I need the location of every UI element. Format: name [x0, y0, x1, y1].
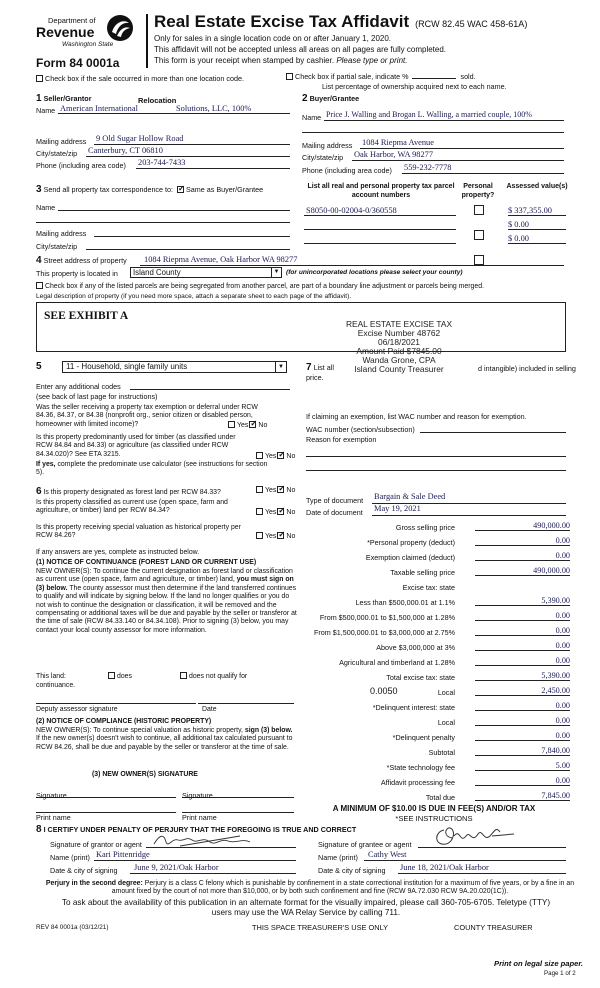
header-sub1: Only for sales in a single location code on or after January 1, 2020.	[154, 34, 392, 43]
list-all-label: List all	[313, 363, 334, 372]
buyer-city-label: City/state/zip	[302, 153, 344, 162]
seller-heading	[36, 93, 92, 104]
timber-note-text: complete the predominate use calculator (see instructions for section 5).	[36, 461, 268, 477]
deputy-date-label: Date	[202, 706, 217, 713]
street-row	[36, 255, 127, 266]
grantee-sig-label: Signature of grantee or agent	[318, 840, 412, 849]
grantor-date-line	[130, 873, 296, 874]
fee-row-label: Exemption claimed (deduct)	[365, 553, 455, 562]
fee-row-value[interactable]: 7,845.00	[475, 791, 570, 801]
doc-date-line	[372, 515, 566, 516]
buyer-city-line	[352, 160, 564, 161]
doc-date-label: Date of document	[306, 508, 363, 517]
see-back-note: (see back of last page for instructions)	[36, 392, 158, 401]
section-6-number: 6	[36, 486, 42, 497]
assessed-header: Assessed value(s)	[506, 183, 568, 190]
notice2-body	[36, 727, 298, 752]
corr-mailing-label: Mailing address	[36, 229, 87, 238]
buyer-mailing-line	[360, 148, 564, 149]
new-owner-sig-title: (3) NEW OWNER(S) SIGNATURE	[92, 771, 198, 778]
notice1-body	[36, 568, 298, 635]
timber-note-bold: If yes,	[36, 461, 56, 468]
fee-row-label: Less than $500,000.01 at 1.1%	[355, 598, 455, 607]
additional-codes-line	[130, 389, 290, 390]
fee-row-label: Subtotal	[428, 748, 455, 757]
buyer-city-value[interactable]: Oak Harbor, WA 98277	[354, 150, 434, 159]
buyer-mailing-label: Mailing address	[302, 141, 353, 150]
header-sub3-wrap	[154, 56, 407, 65]
section-3-number: 3	[36, 184, 42, 195]
no-label: No	[286, 487, 296, 494]
seller-phone-value[interactable]: 203-744-7433	[138, 158, 186, 167]
does-not-label: does not qualify for	[189, 673, 248, 680]
treasurer-stamp	[330, 320, 468, 374]
grantor-date-label: Date & city of signing	[50, 866, 118, 875]
fee-row-value[interactable]: 0.00	[475, 731, 570, 741]
partial-sale-checkbox[interactable]	[286, 73, 293, 80]
seller-mailing-line	[94, 144, 290, 145]
seller-city-label: City/state/zip	[36, 149, 78, 158]
perjury-notice	[36, 880, 584, 896]
dept-line1: Department of	[48, 16, 96, 25]
fee-row-label: Gross selling price	[395, 523, 455, 532]
section-7-tail: d intangible) included in selling	[478, 364, 576, 373]
additional-codes-label: Enter any additional codes	[36, 382, 121, 391]
parcel-personal-checkbox[interactable]	[474, 205, 484, 215]
wac-label: WAC number (section/subsection)	[306, 425, 415, 434]
fee-row-value[interactable]: 490,000.00	[475, 521, 570, 531]
forest-question	[36, 486, 256, 497]
fee-row-label: *Personal property (deduct)	[367, 538, 455, 547]
fee-row-label: Taxable selling price	[390, 568, 455, 577]
fee-row-value[interactable]: 490,000.00	[475, 566, 570, 576]
fee-row-value[interactable]: 0.00	[475, 626, 570, 636]
fee-row-value[interactable]: 0.00	[475, 656, 570, 666]
county-select-value: Island County	[133, 268, 181, 277]
fee-row-label: From $1,500,000.01 to $3,000,000 at 2.75%	[313, 628, 455, 637]
grantee-name-label: Name (print)	[318, 853, 358, 862]
forest-yes-no	[256, 486, 295, 494]
wac-line	[420, 432, 566, 433]
minimum-note: A MINIMUM OF $10.00 IS DUE IN FEE(S) AND/OR TAX	[332, 804, 536, 813]
continuance-label: continuance.	[36, 682, 76, 689]
current-use-yes-checkbox[interactable]	[256, 508, 263, 515]
header-sub2: This affidavit will not be accepted unless all areas on all pages are fully completed.	[154, 45, 447, 54]
fee-row-label: Excise tax: state	[402, 583, 455, 592]
deputy-sig-line	[36, 703, 196, 704]
fee-row-value[interactable]: 0.00	[475, 611, 570, 621]
section-4-number: 4	[36, 255, 42, 266]
notice2-b: sign (3) below.	[244, 727, 293, 734]
see-instructions: *SEE INSTRUCTIONS	[395, 814, 473, 823]
buyer-name-line2	[302, 132, 564, 133]
fee-row-label: Local	[437, 718, 455, 727]
fee-row-label: *Delinquent interest: state	[372, 703, 455, 712]
notice1-a: NEW OWNER(S): To continue the current designation as forest land or classification as current use (open space, farm and agriculture, or timber) land,	[36, 568, 293, 584]
doc-date-value[interactable]: May 19, 2021	[374, 504, 421, 513]
parcel-line	[304, 243, 456, 244]
historic-question: Is this property receiving special valuation as historical property per RCW 84.26?	[36, 524, 241, 540]
owner-sig-label-1: Signature	[36, 791, 67, 800]
grantee-date-label: Date & city of signing	[318, 866, 386, 875]
stamp-line6: Island County Treasurer	[354, 364, 444, 374]
owner-print-label-2: Print name	[182, 813, 217, 822]
forest-question-text: Is this property designated as forest land per RCW 84.33?	[43, 489, 221, 496]
local-rate: 0.0050	[370, 686, 398, 696]
grantee-date-value[interactable]: June 18, 2021/Oak Harbor	[400, 863, 489, 872]
yes-label: Yes	[265, 487, 277, 494]
seller-phone-label: Phone (including area code)	[36, 161, 126, 170]
parcel-personal-checkbox[interactable]	[474, 255, 484, 265]
buyer-mailing-value[interactable]: 1084 Riepma Avenue	[362, 138, 434, 147]
grantor-name-label: Name (print)	[50, 853, 90, 862]
no-label: No	[258, 422, 268, 429]
current-use-question: Is this property classified as current use (open space, farm and agriculture, or timber) land per RCW 84.34?	[36, 499, 228, 515]
timber-yes-checkbox[interactable]	[256, 452, 263, 459]
dor-logo	[36, 14, 136, 56]
deputy-sig-label: Deputy assessor signature	[36, 706, 118, 713]
no-label: No	[286, 509, 296, 516]
county-note: (for unincorporated locations please select your county)	[286, 269, 463, 276]
fee-row-value[interactable]: 0.00	[475, 641, 570, 651]
seller-city-value[interactable]: Canterbury, CT 06810	[88, 146, 163, 155]
doc-type-value[interactable]: Bargain & Sale Deed	[374, 492, 446, 501]
grantee-signature-icon[interactable]	[430, 822, 520, 850]
located-label: This property is located in	[36, 269, 118, 278]
form-number: Form 84 0001a	[36, 56, 120, 70]
street-line	[140, 265, 564, 266]
notice1-b: you must sign on (3) below.	[36, 576, 294, 592]
current-use-no-checkbox[interactable]	[277, 508, 284, 515]
timber-note	[36, 461, 268, 478]
corr-name-label: Name	[36, 203, 56, 212]
seller-name-label: Name	[36, 106, 56, 115]
multi-location-checkbox[interactable]	[36, 75, 43, 82]
forest-yes-checkbox[interactable]	[256, 486, 263, 493]
header-divider	[146, 14, 148, 68]
grantee-name-line	[364, 860, 566, 861]
notice2-c: If the new owner(s) doesn't wish to continue, all additional tax calculated pursuant to RCW 84.26, shall be due and payable by the seller or transferor at the time of sale.	[36, 735, 293, 751]
notice2-title: (2) NOTICE OF COMPLIANCE (HISTORIC PROPERTY)	[36, 718, 212, 725]
seller-mailing-label: Mailing address	[36, 137, 87, 146]
chevron-down-icon[interactable]: ▼	[271, 268, 281, 277]
section-1-number: 1	[36, 93, 42, 104]
rev-number: REV 84 0001a (03/12/21)	[36, 924, 109, 931]
seller-name-value[interactable]: American International	[60, 104, 138, 113]
title-block	[154, 12, 527, 32]
no-label: No	[286, 533, 296, 540]
street-value[interactable]: 1084 Riepma Avenue, Oak Harbor WA 98277	[144, 255, 298, 264]
fee-row-label: Total excise tax: state	[386, 673, 455, 682]
parcel-value[interactable]: $ 0.00	[508, 220, 566, 230]
grantor-date-value[interactable]: June 9, 2021/Oak Harbor	[134, 863, 219, 872]
grantee-date-line	[398, 873, 566, 874]
fee-row-label: From $500,000.01 to $1,500,000 at 1.28%	[319, 613, 455, 622]
header-sub3: This form is your receipt when stamped by cashier.	[154, 56, 335, 65]
fee-row-value[interactable]: 0.00	[475, 716, 570, 726]
parcel-line	[304, 229, 456, 230]
certify-text: I CERTIFY UNDER PENALTY OF PERJURY THAT THE FOREGOING IS TRUE AND CORRECT	[43, 825, 357, 834]
if-any-note: If any answers are yes, complete as instructed below.	[36, 549, 200, 556]
section-7-row	[306, 362, 334, 373]
fee-row-label: Agricultural and timberland at 1.28%	[339, 658, 455, 667]
legal-description-value: SEE EXHIBIT A	[44, 310, 129, 322]
notice1-title: (1) NOTICE OF CONTINUANCE (FOREST LAND OR CURRENT USE)	[36, 559, 257, 566]
section-2-number: 2	[302, 93, 308, 104]
fee-row-label: *Delinquent penalty	[392, 733, 455, 742]
fee-row-value[interactable]: 0.00	[475, 701, 570, 711]
does-check[interactable]	[108, 672, 132, 680]
fee-row-value[interactable]: 0.00	[475, 551, 570, 561]
fee-row-value[interactable]: 0.00	[475, 776, 570, 786]
parcel-line	[304, 215, 456, 216]
fee-row-label: *State technology fee	[386, 763, 455, 772]
does-checkbox[interactable]	[108, 672, 115, 679]
corr-mailing-line	[94, 236, 290, 237]
yes-label: Yes	[265, 453, 277, 460]
timber-question: Is this property predominantly used for timber (as classified under RCW 84.84 and 84.33) or agriculture (as classified under RCW 84.34.020)? See ETA 3215.	[36, 434, 236, 458]
seller-name-line	[58, 113, 290, 114]
percent-note: List percentage of ownership acquired next to each name.	[322, 82, 507, 91]
dor-swoosh-icon	[106, 14, 134, 42]
dept-line3: Washington State	[62, 41, 114, 48]
grantor-signature-icon[interactable]	[150, 832, 270, 850]
stamp-line2: Excise Number 48762	[357, 328, 441, 338]
exemption-no-checkbox[interactable]	[249, 421, 256, 428]
yes-label: Yes	[265, 533, 277, 540]
yes-label: Yes	[265, 509, 277, 516]
rcw-reference: (RCW 82.45 WAC 458-61A)	[415, 19, 528, 29]
dept-line2: Revenue	[36, 24, 95, 40]
owner-sig-label-2: Signature	[182, 791, 213, 800]
exemption-yes-checkbox[interactable]	[228, 421, 235, 428]
buyer-phone-line	[402, 173, 564, 174]
seller-city-line	[86, 156, 290, 157]
boundary-checkbox[interactable]	[36, 282, 43, 289]
timber-no-checkbox[interactable]	[277, 452, 284, 459]
fee-row-label: Total due	[425, 793, 455, 802]
parcel-value[interactable]: $ 337,355.00	[508, 206, 566, 216]
fee-row-value[interactable]: 7,840.00	[475, 746, 570, 756]
timber-yes-no	[256, 452, 295, 460]
reason-line2	[306, 470, 566, 471]
corr-city-line	[86, 249, 290, 250]
sold-label: sold.	[460, 72, 476, 81]
does-not-checkbox[interactable]	[180, 672, 187, 679]
county-treasurer-label: COUNTY TREASURER	[454, 923, 533, 932]
buyer-name-value[interactable]: Price J. Walling and Brogan L. Walling, a married couple, 100%	[326, 110, 532, 119]
county-select[interactable]	[130, 267, 282, 278]
perjury-text: Perjury is a class C felony which is punishable by confinement in a state correctional institution for a maximum of five years, or by a fine in an amount fixed by the court of not more than $10,000, or by both such confinement and fine (RCW 9A.72.030 RCW 9A.20.020(1C)).	[111, 880, 575, 896]
stamp-line5: Wanda Grone, CPA	[362, 355, 436, 365]
seller-name-mid: Relocation	[138, 96, 177, 105]
personal-header: Personal property?	[461, 183, 495, 199]
parcel-value[interactable]: $ 0.00	[508, 234, 566, 244]
grantee-name-value[interactable]: Cathy West	[368, 850, 407, 859]
historic-yes-checkbox[interactable]	[256, 532, 263, 539]
parcel-number[interactable]: S8050-00-02004-0/360558	[306, 206, 397, 215]
parcels-header: List all real and personal property tax parcel account numbers	[307, 183, 455, 199]
partial-sale-label: Check box if partial sale, indicate %	[295, 72, 409, 81]
corr-name-line2	[36, 222, 290, 223]
fee-row-value[interactable]: 5,390.00	[475, 596, 570, 606]
buyer-phone-value[interactable]: 559-232-7778	[404, 163, 452, 172]
same-as-buyer-label: Same as Buyer/Grantee	[186, 185, 264, 194]
multi-location-label: Check box if the sale occurred in more than one location code.	[45, 74, 244, 83]
doc-type-label: Type of document	[306, 496, 364, 505]
grantor-name-value[interactable]: Kari Pittenridge	[96, 850, 150, 859]
street-label: Street address of property	[43, 256, 127, 265]
legal-size-note: Print on legal size paper.	[494, 959, 584, 968]
seller-phone-line	[136, 168, 290, 169]
stamp-line4: Amount Paid $7845.00	[356, 346, 442, 356]
fee-row-label: Affidavit processing fee	[380, 778, 455, 787]
does-label: does	[117, 673, 132, 680]
exemption-claim-label: If claiming an exemption, list WAC number and reason for exemption.	[306, 412, 527, 421]
page-number: Page 1 of 2	[544, 970, 576, 977]
fee-row-value[interactable]: 5,390.00	[475, 671, 570, 681]
fee-row-label: Local	[437, 688, 455, 697]
buyer-heading	[302, 93, 359, 104]
parcel-personal-checkbox[interactable]	[474, 230, 484, 240]
use-code-select[interactable]	[62, 361, 287, 373]
no-label: No	[286, 453, 296, 460]
owner-print-label-1: Print name	[36, 813, 71, 822]
section-3-row	[36, 184, 263, 195]
buyer-name-label: Name	[302, 113, 322, 122]
seller-name-end[interactable]: Solutions, LLC, 100%	[176, 104, 252, 113]
section-8-number: 8	[36, 824, 42, 835]
fee-row-value[interactable]: 2,450.00	[475, 686, 570, 696]
does-not-check[interactable]	[180, 672, 247, 680]
buyer-phone-label: Phone (including area code)	[302, 166, 392, 175]
yes-label: Yes	[237, 422, 249, 429]
price-label: price.	[306, 373, 324, 382]
grantor-sig-label: Signature of grantor or agent	[50, 840, 142, 849]
correspondence-label: Send all property tax correspondence to:	[43, 185, 174, 194]
this-land-label: This land:	[36, 673, 66, 680]
reason-line1	[306, 456, 566, 457]
boundary-check[interactable]	[36, 282, 484, 290]
legal-label: Legal description of property (if you need more space, attach a separate sheet to each page of the affidavit).	[36, 293, 352, 300]
multi-location-check[interactable]	[36, 74, 244, 83]
corr-name-line	[58, 210, 290, 211]
notice2-a: NEW OWNER(S): To continue special valuation as historic property,	[36, 727, 243, 734]
perjury-bold: Perjury in the second degree:	[45, 880, 143, 887]
form-title: Real Estate Excise Tax Affidavit	[154, 12, 410, 31]
header-sub3-italic: Please type or print.	[336, 56, 408, 65]
partial-sale-check[interactable]	[286, 72, 476, 81]
current-use-yes-no	[256, 508, 295, 516]
section-5-number: 5	[36, 361, 42, 372]
section-7-number: 7	[306, 362, 312, 373]
buyer-heading-label: Buyer/Grantee	[309, 94, 360, 103]
alt-format-note: To ask about the availability of this publication in an alternate format for the visually impaired, please call 360-705-6705. Teletype (TTY) users may use the WA Relay Service by calling 711.	[61, 898, 551, 917]
buyer-name-line	[324, 120, 564, 121]
seller-heading-label: Seller/Grantor	[43, 94, 92, 103]
corr-city-label: City/state/zip	[36, 242, 78, 251]
use-code-value: 11 - Household, single family units	[66, 362, 188, 371]
fee-row-label: Above $3,000,000 at 3%	[376, 643, 455, 652]
exemption-yes-no	[228, 421, 267, 429]
stamp-line3: 06/18/2021	[378, 337, 420, 347]
exemption-question: Was the seller receiving a property tax exemption or deferral under RCW 84.36, 84.37, or 84.38 (nonprofit org., senior citizen or disabled person, homeowner with limited income)?	[36, 404, 258, 428]
fee-row-value[interactable]: 5.00	[475, 761, 570, 771]
notice1-c: The county assessor must then determine if the land transferred continues to qualify and will indicate by signing below. If the land no longer qualifies or you do not wish to continue the designation or classification, it will be removed and the compensating or additional taxes will be due and payable by the seller or transferor at the time of sale (RCW 84.33.140 or 84.34.108). Prior to signing (3) below, you may contact your local county assessor for more information.	[36, 584, 297, 634]
reason-label: Reason for exemption	[306, 435, 377, 444]
treasurer-use-only: THIS SPACE TREASURER'S USE ONLY	[252, 923, 389, 932]
stamp-line1: REAL ESTATE EXCISE TAX	[345, 319, 453, 329]
forest-no-checkbox[interactable]	[277, 486, 284, 493]
seller-mailing-value[interactable]: 9 Old Sugar Hollow Road	[96, 134, 184, 143]
same-as-buyer-checkbox[interactable]	[177, 186, 184, 193]
fee-row-value[interactable]: 0.00	[475, 536, 570, 546]
partial-percent-field[interactable]	[412, 78, 456, 79]
grantor-name-line	[94, 860, 296, 861]
boundary-label: Check box if any of the listed parcels are being segregated from another parcel, are part of a boundary line adjustment or parcels being merged.	[45, 283, 484, 290]
chevron-down-icon[interactable]: ▼	[275, 362, 286, 372]
